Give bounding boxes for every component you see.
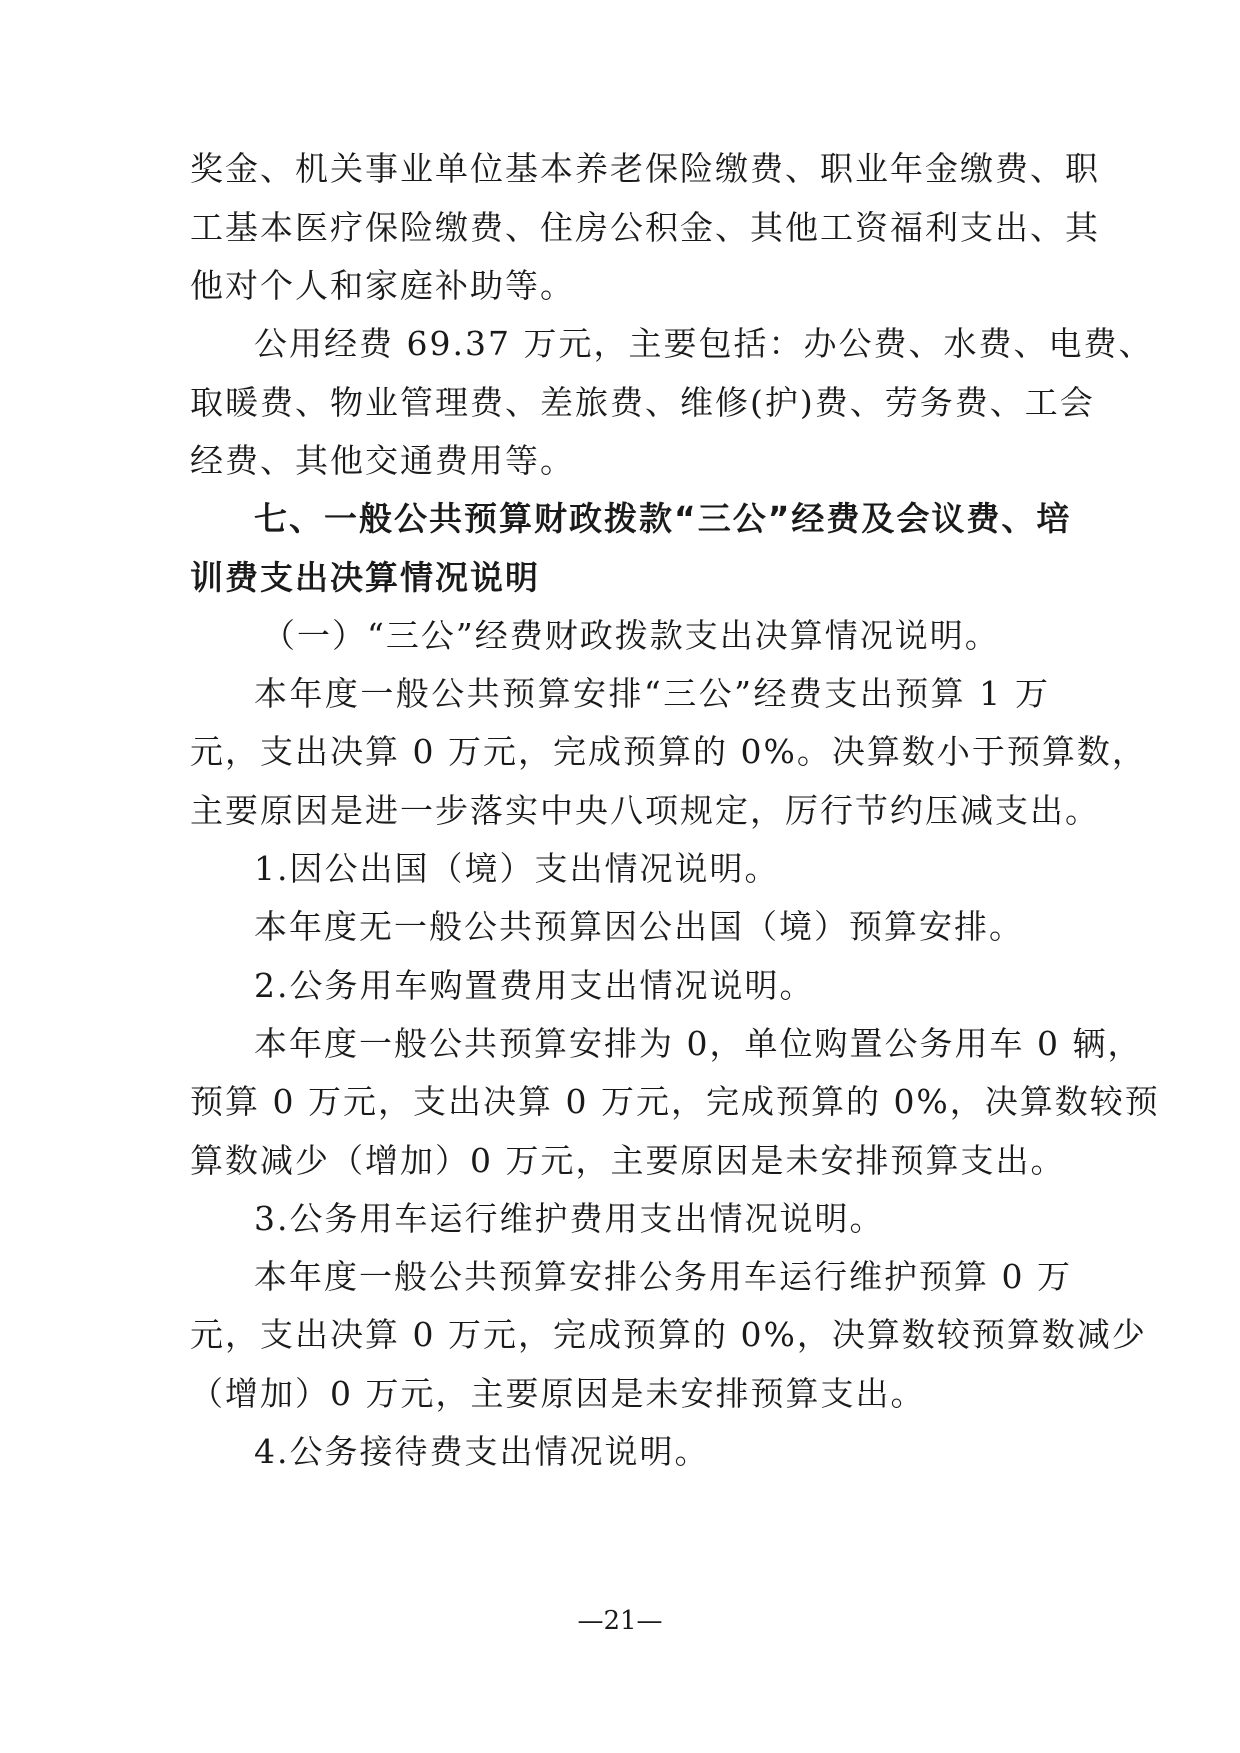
body-text-line: 他对个人和家庭补助等。 bbox=[190, 266, 575, 305]
section-heading: 七、一般公共预算财政拨款“三公”经费及会议费、培 bbox=[254, 499, 1072, 538]
body-text-line: （增加）0 万元，主要原因是未安排预算支出。 bbox=[190, 1374, 926, 1413]
body-text-line: 主要原因是进一步落实中央八项规定，厉行节约压减支出。 bbox=[190, 791, 1100, 830]
item-heading: 3.公务用车运行维护费用支出情况说明。 bbox=[254, 1199, 885, 1238]
body-text-line: 算数减少（增加）0 万元，主要原因是未安排预算支出。 bbox=[190, 1141, 1066, 1180]
body-text-line: 本年度一般公共预算安排为 0，单位购置公务用车 0 辆， bbox=[254, 1024, 1143, 1063]
body-text-line: 奖金、机关事业单位基本养老保险缴费、职业年金缴费、职 bbox=[190, 149, 1100, 188]
subsection-heading: （一）“三公”经费财政拨款支出决算情况说明。 bbox=[262, 616, 1000, 655]
section-heading: 训费支出决算情况说明 bbox=[190, 558, 540, 597]
body-text-line: 预算 0 万元，支出决算 0 万元，完成预算的 0%，决算数较预 bbox=[190, 1082, 1160, 1121]
item-heading: 4.公务接待费支出情况说明。 bbox=[254, 1432, 710, 1471]
body-text-line: 取暖费、物业管理费、差旅费、维修(护)费、劳务费、工会 bbox=[190, 383, 1095, 422]
body-text-line: 本年度一般公共预算安排“三公”经费支出预算 1 万 bbox=[254, 674, 1050, 713]
body-text-line: 经费、其他交通费用等。 bbox=[190, 441, 575, 480]
body-text-line: 本年度无一般公共预算因公出国（境）预算安排。 bbox=[254, 907, 1024, 946]
body-text-line: 公用经费 69.37 万元，主要包括：办公费、水费、电费、 bbox=[254, 324, 1154, 363]
item-heading: 1.因公出国（境）支出情况说明。 bbox=[254, 849, 780, 888]
body-text-line: 元，支出决算 0 万元，完成预算的 0%，决算数较预算数减少 bbox=[190, 1315, 1147, 1354]
item-heading: 2.公务用车购置费用支出情况说明。 bbox=[254, 966, 815, 1005]
body-text-line: 元，支出决算 0 万元，完成预算的 0%。决算数小于预算数， bbox=[190, 732, 1147, 771]
body-text-line: 本年度一般公共预算安排公务用车运行维护预算 0 万 bbox=[254, 1257, 1072, 1296]
page-number: —21— bbox=[577, 1606, 663, 1636]
body-text-line: 工基本医疗保险缴费、住房公积金、其他工资福利支出、其 bbox=[190, 208, 1100, 247]
